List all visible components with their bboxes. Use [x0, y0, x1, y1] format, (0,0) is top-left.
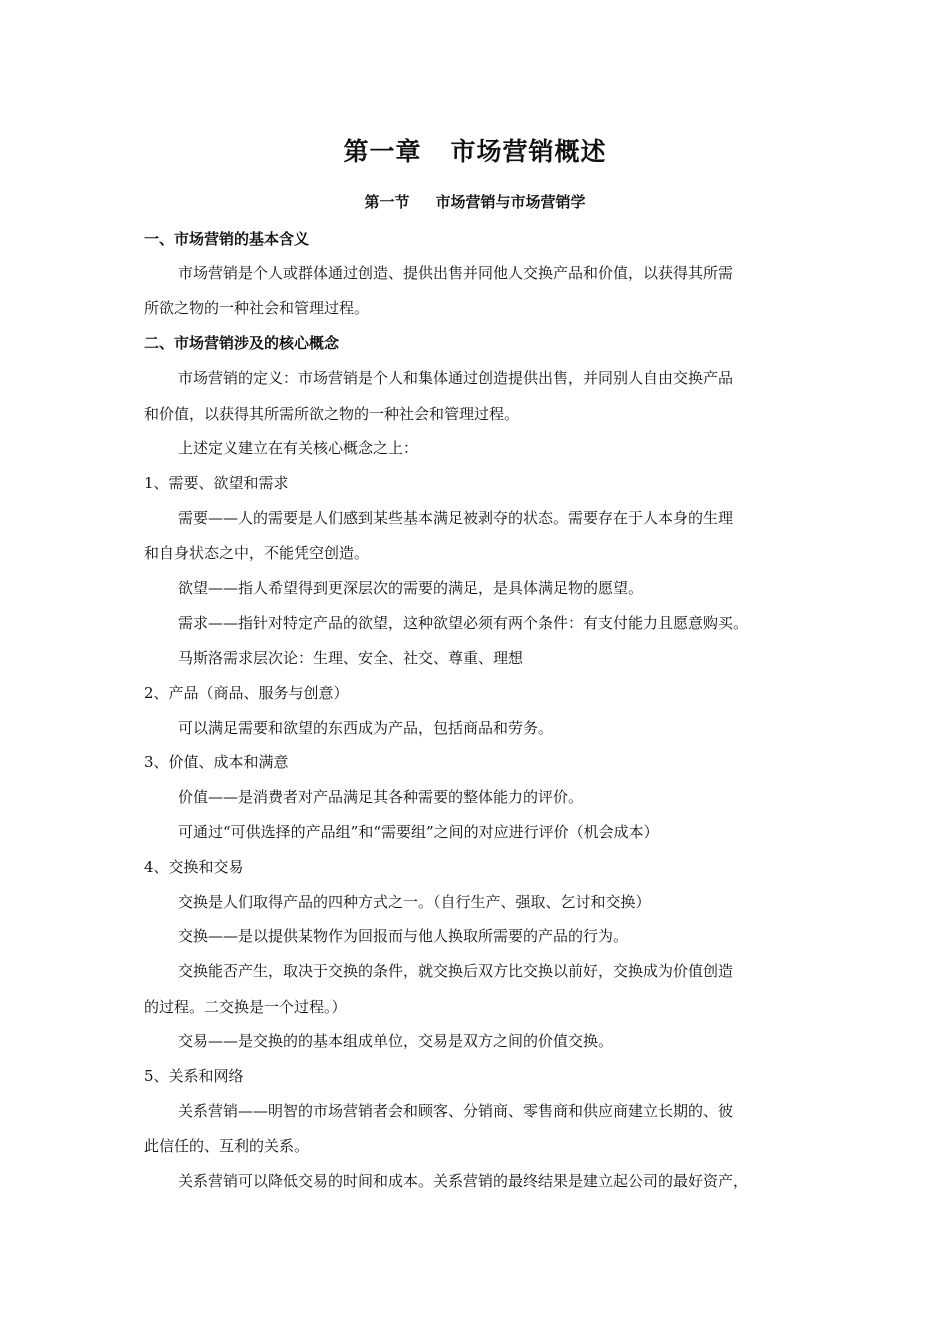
- paragraph-line: 市场营销的定义：市场营销是个人和集体通过创造提供出售，并同别人自由交换产品: [178, 369, 734, 387]
- paragraph-line: 价值——是消费者对产品满足其各种需要的整体能力的评价。: [178, 788, 584, 806]
- list-heading: 2、产品（商品、服务与创意）: [144, 684, 349, 702]
- paragraph-line: 交换——是以提供某物作为回报而与他人换取所需要的产品的行为。: [178, 927, 629, 945]
- list-heading: 1、需要、欲望和需求: [144, 474, 289, 492]
- paragraph-line: 的过程。二交换是一个过程。）: [144, 998, 347, 1016]
- paragraph-line: 需要——人的需要是人们感到某些基本满足被剥夺的状态。需要存在于人本身的生理: [178, 509, 734, 527]
- paragraph-line: 关系营销可以降低交易的时间和成本。关系营销的最终结果是建立起公司的最好资产，: [178, 1172, 749, 1190]
- paragraph-line: 马斯洛需求层次论：生理、安全、社交、尊重、理想: [178, 649, 524, 667]
- paragraph-line: 关系营销——明智的市场营销者会和顾客、分销商、零售商和供应商建立长期的、彼: [178, 1102, 734, 1120]
- paragraph-line: 交换能否产生，取决于交换的条件，就交换后双方比交换以前好，交换成为价值创造: [178, 962, 734, 980]
- paragraph-line: 此信任的、互利的关系。: [144, 1137, 310, 1155]
- heading-basic-meaning: 一、市场营销的基本含义: [144, 230, 310, 248]
- paragraph-line: 需求——指针对特定产品的欲望，这种欲望必须有两个条件：有支付能力且愿意购买。: [178, 614, 749, 632]
- section-title: 第一节 市场营销与市场营销学: [364, 193, 586, 211]
- list-heading: 4、交换和交易: [144, 858, 244, 876]
- paragraph-line: 和价值，以获得其所需所欲之物的一种社会和管理过程。: [144, 405, 520, 423]
- paragraph-line: 交换是人们取得产品的四种方式之一。（自行生产、强取、乞讨和交换）: [178, 893, 651, 911]
- paragraph-line: 可通过“可供选择的产品组”和“需要组”之间的对应进行评价（机会成本）: [178, 823, 659, 841]
- paragraph-line: 所欲之物的一种社会和管理过程。: [144, 299, 370, 317]
- paragraph-line: 欲望——指人希望得到更深层次的需要的满足，是具体满足物的愿望。: [178, 579, 644, 597]
- paragraph-line: 可以满足需要和欲望的东西成为产品，包括商品和劳务。: [178, 719, 554, 737]
- list-heading: 5、关系和网络: [144, 1067, 244, 1085]
- paragraph-line: 市场营销是个人或群体通过创造、提供出售并同他人交换产品和价值，以获得其所需: [178, 264, 734, 282]
- paragraph-line: 交易——是交换的的基本组成单位，交易是双方之间的价值交换。: [178, 1032, 614, 1050]
- heading-core-concepts: 二、市场营销涉及的核心概念: [144, 334, 340, 352]
- paragraph-line: 上述定义建立在有关核心概念之上：: [178, 439, 419, 457]
- chapter-title: 第一章 市场营销概述: [343, 137, 607, 166]
- list-heading: 3、价值、成本和满意: [144, 753, 289, 771]
- paragraph-line: 和自身状态之中，不能凭空创造。: [144, 544, 370, 562]
